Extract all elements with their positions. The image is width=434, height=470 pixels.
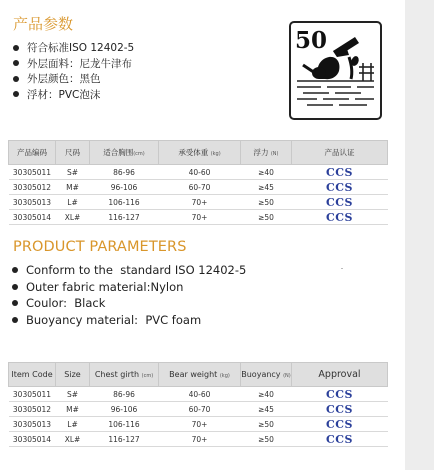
right-edge-strip	[405, 0, 434, 470]
list-item	[12, 295, 246, 312]
cell-size: L#	[56, 195, 90, 210]
cell-size: XL#	[56, 432, 90, 447]
list-item	[13, 87, 134, 103]
cell-bear-weight: 70+	[159, 417, 241, 432]
cell-item-code: 30305013	[9, 417, 56, 432]
header-unit: (kg)	[219, 373, 230, 379]
cell-bear-weight: 60-70	[159, 180, 241, 195]
ccs-approval-logo: CCS	[292, 180, 388, 195]
header-unit: (cm)	[133, 151, 145, 157]
header-label: Buoyancy	[241, 370, 281, 379]
cell-item-code: 30305014	[9, 432, 56, 447]
spec-table-cn	[8, 140, 388, 225]
header-size: 尺码	[56, 141, 90, 165]
bullet-dot-icon	[13, 76, 19, 82]
header-chest-girth	[90, 141, 159, 165]
header-unit: (kg)	[210, 151, 221, 157]
bullet-list-cn	[13, 40, 134, 102]
cell-bear-weight: 40-60	[159, 165, 241, 180]
list-item	[13, 71, 134, 87]
cell-buoyancy: ≥50	[241, 210, 292, 225]
bullet-dot-icon	[13, 91, 19, 97]
ccs-approval-logo: CCS	[292, 387, 388, 402]
cell-item-code: 30305011	[9, 165, 56, 180]
cell-size: S#	[56, 387, 90, 402]
list-item	[12, 312, 246, 329]
cell-bear-weight: 70+	[159, 195, 241, 210]
cell-chest-girth: 116-127	[90, 210, 159, 225]
section-title-cn: 产品参数	[13, 15, 74, 33]
cell-size: S#	[56, 165, 90, 180]
bullet-dot-icon	[13, 60, 19, 66]
cell-chest-girth: 86-96	[90, 165, 159, 180]
bullet-text: 浮材：PVC泡沫	[27, 88, 101, 101]
cell-bear-weight: 60-70	[159, 402, 241, 417]
section-title-en: PRODUCT PARAMETERS	[13, 239, 187, 255]
cell-item-code: 30305012	[9, 402, 56, 417]
header-bear-weight	[159, 363, 241, 387]
ccs-approval-logo: CCS	[292, 165, 388, 180]
cell-size: L#	[56, 417, 90, 432]
header-chest-girth	[90, 363, 159, 387]
header-label: 适合胸围	[103, 148, 134, 157]
list-item	[12, 279, 246, 296]
buoyancy-aid-pictogram-icon	[289, 21, 382, 120]
header-label: Bear weight	[169, 370, 218, 379]
header-label: Chest girth	[94, 370, 140, 379]
cell-chest-girth: 96-106	[90, 180, 159, 195]
cell-bear-weight: 70+	[159, 210, 241, 225]
list-item	[12, 262, 246, 279]
ccs-approval-logo: CCS	[292, 210, 388, 225]
cell-buoyancy: ≥50	[241, 432, 292, 447]
header-buoyancy	[241, 141, 292, 165]
bullet-dot-icon	[13, 45, 19, 51]
cell-chest-girth: 86-96	[90, 387, 159, 402]
cell-size: XL#	[56, 210, 90, 225]
header-approval: Approval	[292, 363, 388, 387]
cell-buoyancy: ≥50	[241, 195, 292, 210]
cell-chest-girth: 106-116	[90, 417, 159, 432]
bullet-dot-icon	[12, 284, 18, 290]
bullet-text: Outer fabric material:Nylon	[26, 279, 184, 294]
table-row	[9, 210, 388, 225]
bullet-text: Coulor: Black	[26, 296, 106, 311]
ccs-approval-logo: CCS	[292, 402, 388, 417]
table-row	[9, 432, 388, 447]
cell-buoyancy: ≥40	[241, 387, 292, 402]
header-label: 浮力	[253, 148, 269, 157]
bullet-dot-icon	[12, 267, 18, 273]
header-label: 承受体重	[178, 148, 209, 157]
cell-item-code: 30305011	[9, 387, 56, 402]
header-size: Size	[56, 363, 90, 387]
table-header-row	[9, 363, 388, 387]
cell-item-code: 30305012	[9, 180, 56, 195]
bullet-text: 外层面料：尼龙牛津布	[27, 57, 132, 70]
cell-buoyancy: ≥45	[241, 402, 292, 417]
list-item	[13, 56, 134, 72]
table-row	[9, 387, 388, 402]
cell-chest-girth: 116-127	[90, 432, 159, 447]
list-item	[13, 40, 134, 56]
bullet-text: Buoyancy material: PVC foam	[26, 312, 202, 327]
ccs-approval-logo: CCS	[292, 195, 388, 210]
bullet-text: 符合标准ISO 12402-5	[27, 42, 135, 55]
cell-item-code: 30305014	[9, 210, 56, 225]
spec-table-en	[8, 362, 388, 447]
table-row	[9, 180, 388, 195]
cell-bear-weight: 40-60	[159, 387, 241, 402]
cell-buoyancy: ≥45	[241, 180, 292, 195]
stray-mark	[341, 268, 343, 269]
table-header-row	[9, 141, 388, 165]
table-row	[9, 195, 388, 210]
header-unit: (N)	[283, 373, 291, 379]
header-buoyancy	[241, 363, 292, 387]
header-item-code: Item Code	[9, 363, 56, 387]
table-row	[9, 402, 388, 417]
cell-chest-girth: 96-106	[90, 402, 159, 417]
bullet-text: Conform to the standard ISO 12402-5	[26, 263, 247, 278]
cell-size: M#	[56, 180, 90, 195]
header-bear-weight	[159, 141, 241, 165]
table-row	[9, 165, 388, 180]
buoyancy-rating-text: 50	[295, 27, 328, 54]
cell-chest-girth: 106-116	[90, 195, 159, 210]
ccs-approval-logo: CCS	[292, 432, 388, 447]
ccs-approval-logo: CCS	[292, 417, 388, 432]
bullet-text: 外层颜色：黑色	[27, 73, 101, 86]
cell-size: M#	[56, 402, 90, 417]
cell-bear-weight: 70+	[159, 432, 241, 447]
table-row	[9, 417, 388, 432]
cell-buoyancy: ≥50	[241, 417, 292, 432]
bullet-dot-icon	[12, 300, 18, 306]
header-item-code: 产品编码	[9, 141, 56, 165]
bullet-dot-icon	[12, 317, 18, 323]
cell-buoyancy: ≥40	[241, 165, 292, 180]
cell-item-code: 30305013	[9, 195, 56, 210]
header-unit: (N)	[270, 151, 279, 157]
header-approval: 产品认证	[292, 141, 388, 165]
bullet-list-en	[12, 262, 246, 328]
header-unit: (cm)	[141, 373, 154, 379]
